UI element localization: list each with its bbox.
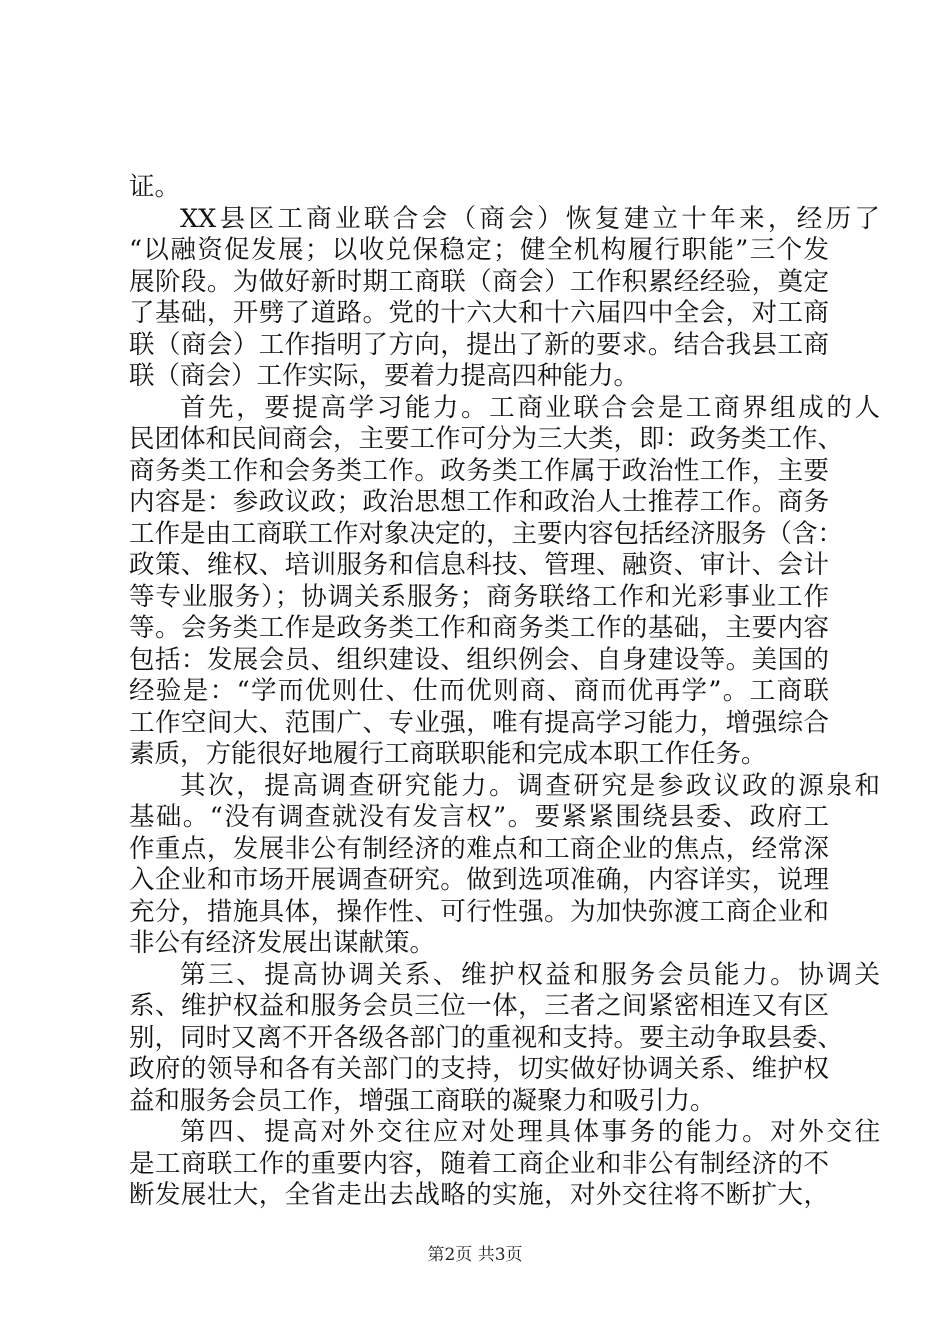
paragraph-first-line: 首先，要提高学习能力。工商业联合会是工商界组成的人 [180,392,880,423]
paragraph-first-line: 其次，提高调查研究能力。调查研究是参政议政的源泉和 [180,770,880,801]
page-footer: 第2页 共3页 [427,1245,523,1265]
text-line: 工作是由工商联工作对象决定的，主要内容包括经济服务（含： [129,518,844,549]
text-line: 素质，方能很好地履行工商联职能和完成本职工作任务。 [129,739,767,769]
text-line: 别，同时又离不开各级各部门的重视和支持。要主动争取县委、 [129,1022,844,1053]
text-line: 系、维护权益和服务会员三位一体，三者之间紧密相连又有区 [129,991,829,1021]
text-line: 断发展壮大，全省走出去战略的实施，对外交往将不断扩大， [129,1180,829,1210]
paragraph-first-line: 第三、提高协调关系、维护权益和服务会员能力。协调关 [180,959,880,990]
text-line: 商务类工作和会务类工作。政务类工作属于政治性工作，主要 [129,455,829,486]
text-line: 内容是：参政议政；政治思想工作和政治人士推荐工作。商务 [129,487,829,517]
text-line: 联（商会）工作指明了方向，提出了新的要求。结合我县工商 [129,329,829,360]
text-line: 工作空间大、范围广、专业强，唯有提高学习能力，增强综合 [129,707,829,738]
text-line: 经验是：“学而优则仕、仕而优则商、商而优再学”。工商联 [129,676,829,706]
text-line: 等专业服务）；协调关系服务；商务联络工作和光彩事业工作 [129,581,829,612]
text-line: 政策、维权、培训服务和信息科技、管理、融资、审计、会计 [129,550,829,580]
text-line: 充分，措施具体，操作性、可行性强。为加快弥渡工商企业和 [129,896,829,927]
text-line: 民团体和民间商会，主要工作可分为三大类，即：政务类工作、 [129,424,844,454]
text-line: 益和服务会员工作，增强工商联的凝聚力和吸引力。 [129,1085,716,1116]
text-line: “以融资促发展；以收兑保稳定；健全机构履行职能”三个发 [129,235,829,265]
text-line: 联（商会）工作实际，要着力提高四种能力。 [129,361,640,391]
text-line: 作重点，发展非公有制经济的难点和工商企业的焦点，经常深 [129,833,829,864]
text-line: 非公有经济发展出谋献策。 [129,928,436,958]
text-line: 入企业和市场开展调查研究。做到选项准确，内容详实，说理 [129,865,829,895]
text-line: 等。会务类工作是政务类工作和商务类工作的基础，主要内容 [129,613,829,643]
paragraph-first-line: XX县区工商业联合会（商会）恢复建立十年来，经历了 [180,203,880,234]
text-line: 展阶段。为做好新时期工商联（商会）工作积累经经验，奠定 [129,266,829,297]
text-line: 了基础，开劈了道路。党的十六大和十六届四中全会，对工商 [129,298,829,328]
text-line: 证。 [129,172,181,202]
text-line: 政府的领导和各有关部门的支持，切实做好协调关系、维护权 [129,1054,829,1084]
text-line: 包括：发展会员、组织建设、组织例会、自身建设等。美国的 [129,644,829,675]
text-line: 基础。“没有调查就没有发言权”。要紧紧围绕县委、政府工 [129,802,829,832]
paragraph-first-line: 第四、提高对外交往应对处理具体事务的能力。对外交往 [180,1117,880,1147]
text-line: 是工商联工作的重要内容，随着工商企业和非公有制经济的不 [129,1148,829,1179]
document-body [129,172,880,1212]
